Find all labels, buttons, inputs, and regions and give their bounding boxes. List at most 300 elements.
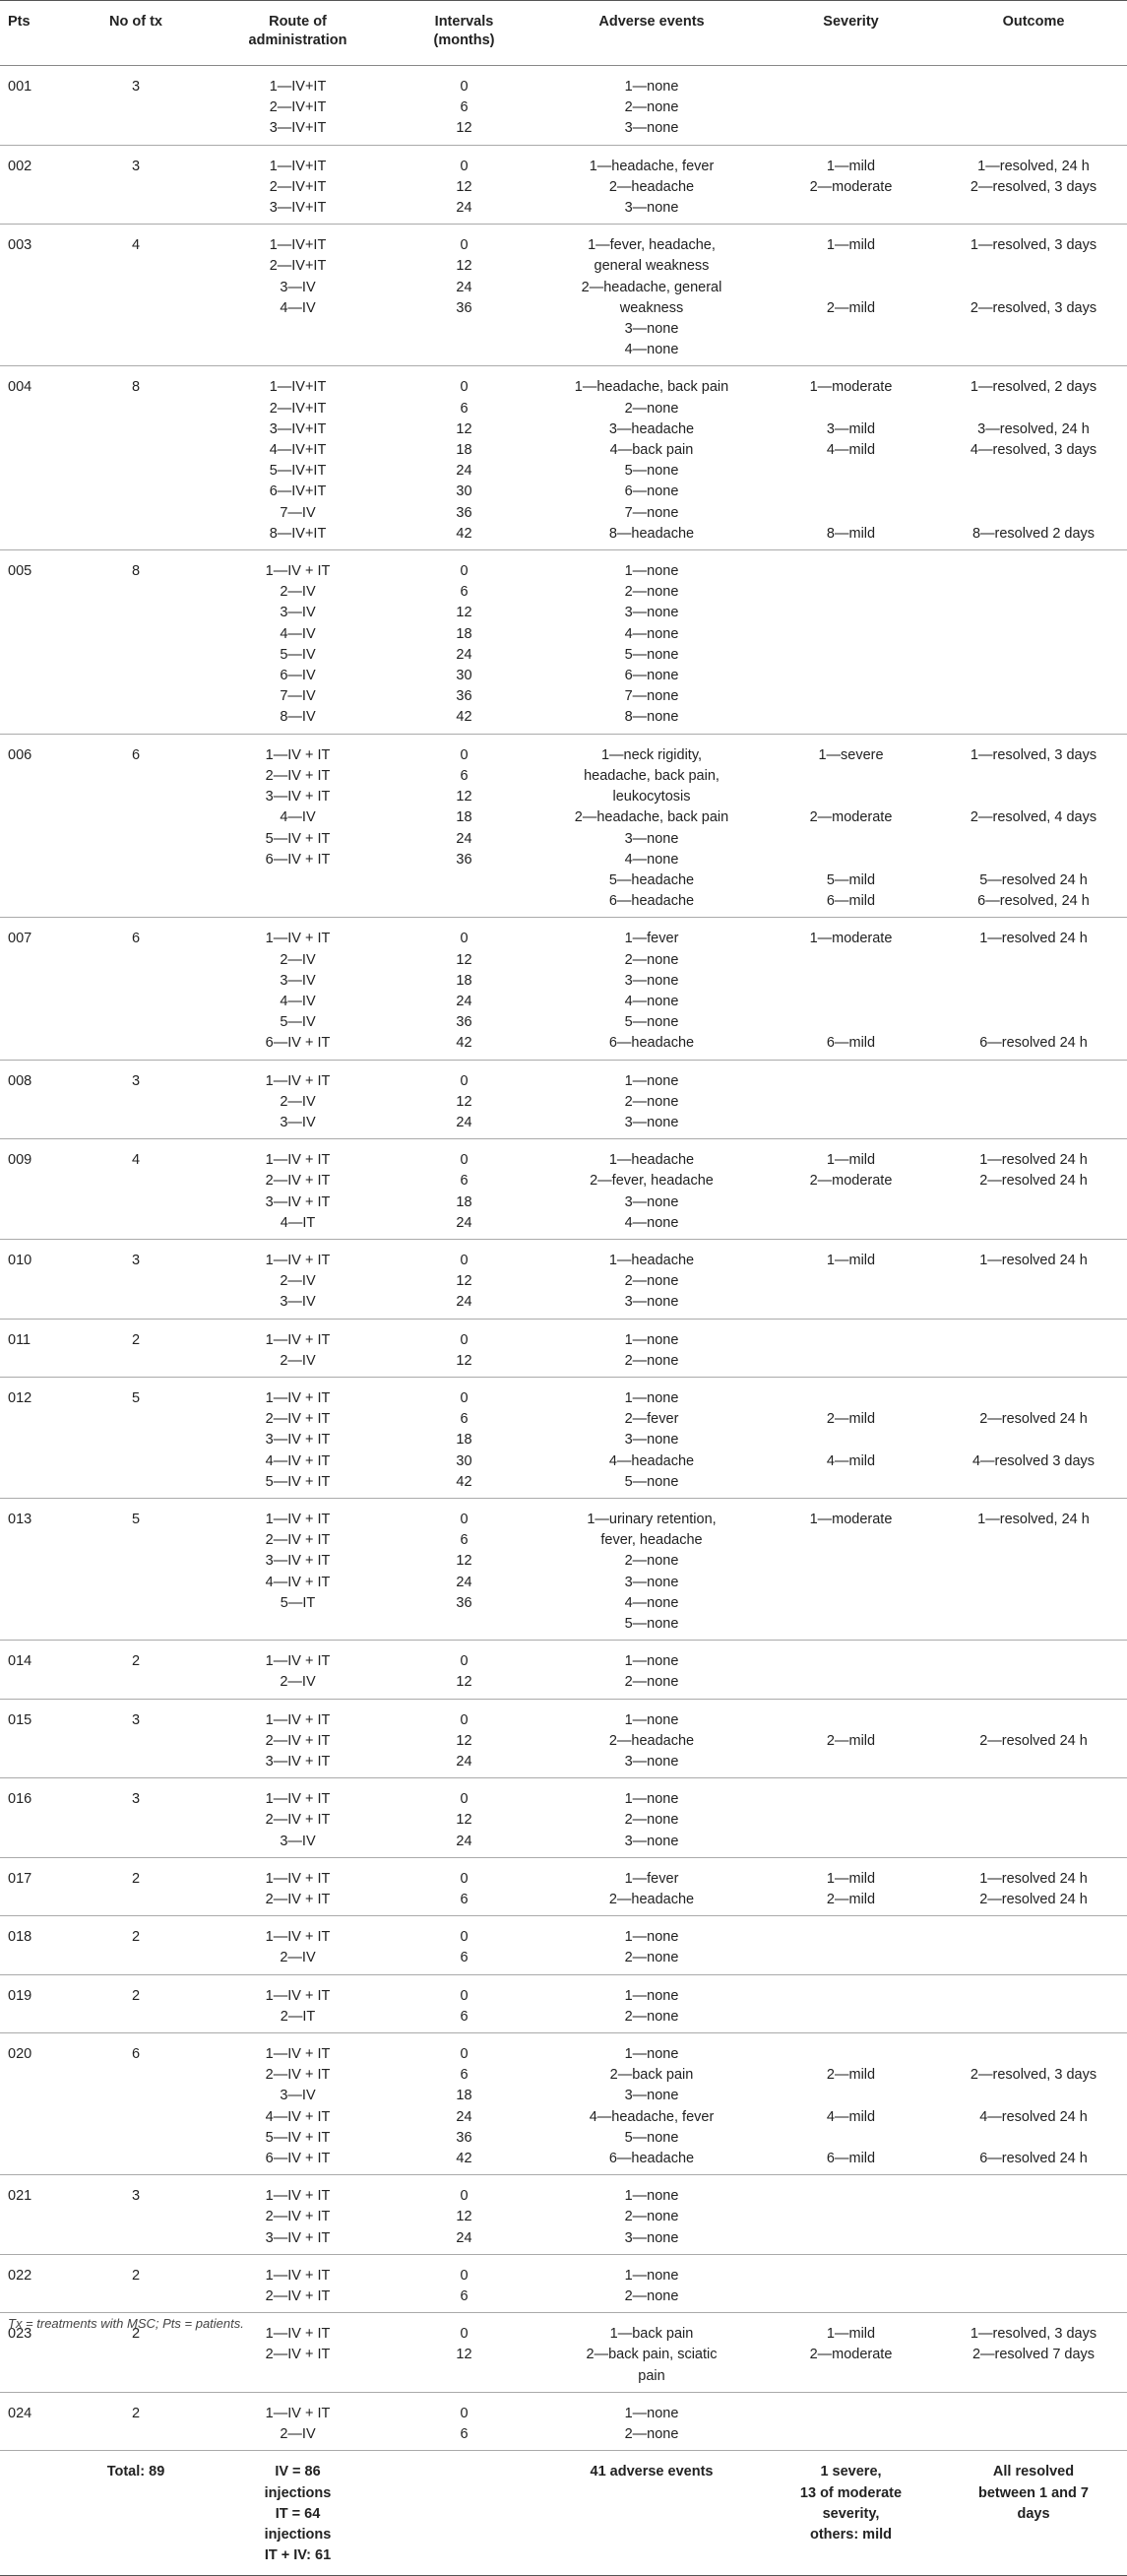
- table-row: [0, 225, 1127, 366]
- cell-line: 1—IV + IT: [265, 2267, 331, 2284]
- cell-line: 6—IV + IT: [265, 851, 331, 868]
- cell-line: 18: [456, 2088, 472, 2104]
- cell-line: [766, 950, 936, 971]
- interval-list: [387, 2033, 541, 2175]
- severity-list: [762, 225, 940, 366]
- cell-line: 4—IV+IT: [269, 442, 327, 459]
- cell-line: 2—none: [624, 1674, 679, 1691]
- cell-line: 4—IV + IT: [265, 1452, 331, 1469]
- cell-line: 2—none: [624, 951, 679, 968]
- cell-line: 36: [456, 851, 472, 868]
- interval-list: [387, 1239, 541, 1319]
- cell-line: 0: [460, 79, 469, 95]
- cell-line: general weakness: [594, 258, 710, 275]
- cell-line: 1—none: [624, 1653, 679, 1670]
- cell-line: between 1 and 7: [977, 2484, 1089, 2501]
- cell-line: 1—none: [624, 2188, 679, 2205]
- cell-line: 6—IV + IT: [265, 2151, 331, 2167]
- cell-line: 18: [456, 809, 472, 826]
- cell-line: 0: [460, 379, 469, 396]
- route-list: [209, 2033, 387, 2175]
- route-list: [209, 2254, 387, 2312]
- route-list: [209, 2175, 387, 2255]
- cell-line: 4—mild: [826, 2108, 876, 2125]
- cell-line: [944, 787, 1123, 807]
- cell-line: 0: [460, 158, 469, 174]
- cell-line: 2—IV + IT: [265, 2288, 331, 2305]
- cell-line: weakness: [619, 299, 684, 316]
- patient-id: 013: [0, 1498, 63, 1640]
- cell-line: 4—none: [624, 993, 679, 1009]
- adverse-events-list: [541, 918, 762, 1060]
- patient-id: 009: [0, 1139, 63, 1240]
- cell-line: 36: [456, 299, 472, 316]
- cell-line: 2—none: [624, 1812, 679, 1829]
- cell-line: 2—none: [624, 1093, 679, 1110]
- cell-line: 3—IV + IT: [265, 1754, 331, 1771]
- cell-line: 2—resolved 24 h: [979, 1892, 1088, 1908]
- cell-line: 41 adverse events: [590, 2464, 714, 2480]
- cell-line: 3—none: [624, 830, 679, 847]
- cell-line: 2—IT: [280, 2008, 316, 2025]
- cell-line: 4—mild: [826, 442, 876, 459]
- outcome-list: [940, 225, 1127, 366]
- cell-line: 3—resolved, 24 h: [977, 420, 1090, 437]
- cell-line: 3—headache: [608, 420, 695, 437]
- cell-line: 2—IV + IT: [265, 1411, 331, 1428]
- cell-line: 1—IV + IT: [265, 1791, 331, 1808]
- cell-line: 1—resolved 24 h: [979, 931, 1088, 947]
- route-list: [209, 918, 387, 1060]
- adverse-events-list: [541, 1239, 762, 1319]
- cell-line: 4—IV: [280, 809, 316, 826]
- patient-id: 017: [0, 1857, 63, 1915]
- adverse-events-list: [541, 66, 762, 146]
- cell-line: 0: [460, 1072, 469, 1089]
- severity-list: [762, 1778, 940, 1858]
- route-list: [209, 1377, 387, 1498]
- cell-line: 6: [460, 2288, 469, 2305]
- cell-line: 2—none: [624, 1950, 679, 1966]
- cell-line: [766, 2086, 936, 2106]
- header-intervals: Intervals (months): [387, 1, 541, 66]
- cell-line: 0: [460, 2267, 469, 2284]
- outcome-list: [940, 918, 1127, 1060]
- cell-line: 2—IV+IT: [269, 178, 327, 195]
- cell-line: 6—IV: [280, 668, 316, 684]
- cell-line: 2—IV + IT: [265, 1532, 331, 1549]
- cell-line: 1—none: [624, 1791, 679, 1808]
- cell-line: 4—none: [624, 1594, 679, 1611]
- cell-line: 24: [456, 1833, 472, 1849]
- interval-list: [387, 1699, 541, 1778]
- table-row: [0, 66, 1127, 146]
- cell-line: 6—none: [624, 668, 679, 684]
- outcome-list: [940, 2451, 1127, 2576]
- cell-line: 6: [460, 2008, 469, 2025]
- treatment-count: 2: [63, 1641, 209, 1699]
- cell-line: 42: [456, 525, 472, 542]
- cell-line: 5—none: [624, 2129, 679, 2146]
- cell-line: 18: [456, 1193, 472, 1210]
- cell-line: 1—mild: [826, 158, 876, 174]
- cell-line: 0: [460, 1711, 469, 1728]
- table-row: [0, 1974, 1127, 2032]
- cell-line: 2—IV + IT: [265, 1892, 331, 1908]
- cell-line: 5—IV + IT: [265, 2129, 331, 2146]
- cell-line: pain: [638, 2367, 665, 2384]
- cell-line: [766, 992, 936, 1012]
- severity-list: [762, 1139, 940, 1240]
- treatment-count: 3: [63, 1060, 209, 1139]
- patient-id: 015: [0, 1699, 63, 1778]
- outcome-list: [940, 1239, 1127, 1319]
- route-list: [209, 734, 387, 918]
- cell-line: 0: [460, 2326, 469, 2343]
- cell-line: 0: [460, 1870, 469, 1887]
- cell-line: 0: [460, 1791, 469, 1808]
- table-body: [0, 66, 1127, 2576]
- table-row: [0, 1319, 1127, 1377]
- patient-id: 011: [0, 1319, 63, 1377]
- treatment-count: 2: [63, 2392, 209, 2450]
- route-list: [209, 366, 387, 550]
- cell-line: 3—none: [624, 1833, 679, 1849]
- cell-line: [766, 278, 936, 298]
- severity-list: [762, 2175, 940, 2255]
- table-row: [0, 145, 1127, 225]
- adverse-events-list: [541, 1778, 762, 1858]
- cell-line: 4—headache: [608, 1452, 695, 1469]
- cell-line: 6: [460, 1950, 469, 1966]
- severity-list: [762, 2254, 940, 2312]
- cell-line: IT + IV: 61: [264, 2547, 332, 2564]
- severity-list: [762, 2033, 940, 2175]
- severity-list: [762, 1498, 940, 1640]
- cell-line: 2—none: [624, 2209, 679, 2225]
- cell-line: 2—none: [624, 2426, 679, 2443]
- route-list: [209, 145, 387, 225]
- outcome-list: [940, 1498, 1127, 1640]
- cell-line: 3—IV: [280, 2088, 316, 2104]
- cell-line: 18: [456, 442, 472, 459]
- cell-line: 3—none: [624, 1574, 679, 1590]
- cell-line: 30: [456, 1452, 472, 1469]
- cell-line: 1—moderate: [809, 379, 893, 396]
- cell-line: 2—none: [624, 1553, 679, 1570]
- cell-line: 2—mild: [826, 1892, 876, 1908]
- cell-line: 3—none: [624, 1294, 679, 1311]
- table-row: [0, 1239, 1127, 1319]
- cell-line: 12: [456, 1093, 472, 1110]
- cell-line: 5—IV+IT: [269, 463, 327, 480]
- route-list: [209, 550, 387, 735]
- cell-line: 12: [456, 1553, 472, 1570]
- severity-list: [762, 1641, 940, 1699]
- cell-line: 36: [456, 504, 472, 521]
- cell-line: [766, 1012, 936, 1033]
- cell-line: 2—IV+IT: [269, 258, 327, 275]
- cell-line: 6—headache: [608, 893, 695, 910]
- cell-line: 24: [456, 830, 472, 847]
- cell-line: [944, 278, 1123, 298]
- severity-list: [762, 1857, 940, 1915]
- cell-line: [944, 1388, 1123, 1409]
- treatment-count: 6: [63, 918, 209, 1060]
- cell-line: 24: [456, 1754, 472, 1771]
- cell-line: 1—headache, back pain: [574, 379, 729, 396]
- cell-line: 2—mild: [826, 299, 876, 316]
- treatment-count: 2: [63, 1319, 209, 1377]
- cell-line: 24: [456, 200, 472, 217]
- cell-line: 2—moderate: [809, 809, 893, 826]
- interval-list: [387, 1916, 541, 1974]
- cell-line: 1—mild: [826, 1152, 876, 1169]
- cell-line: 2—none: [624, 2008, 679, 2025]
- cell-line: 12: [456, 789, 472, 805]
- route-list: [209, 225, 387, 366]
- adverse-events-list: [541, 1060, 762, 1139]
- cell-line: 2—resolved 24 h: [979, 1732, 1088, 1749]
- interval-list: [387, 734, 541, 918]
- cell-line: [944, 399, 1123, 419]
- cell-line: 2—resolved, 3 days: [970, 178, 1097, 195]
- adverse-events-list: [541, 1377, 762, 1498]
- cell-line: 2—headache, general: [581, 279, 722, 295]
- adverse-events-list: [541, 1641, 762, 1699]
- cell-line: 2—resolved 24 h: [979, 1173, 1088, 1190]
- cell-line: 1 severe,: [820, 2464, 882, 2480]
- cell-line: IT = 64: [275, 2505, 321, 2522]
- treatment-count: 3: [63, 2175, 209, 2255]
- cell-line: 6: [460, 1892, 469, 1908]
- cell-line: 3—mild: [826, 420, 876, 437]
- cell-line: 3—IV + IT: [265, 1193, 331, 1210]
- cell-line: [766, 503, 936, 524]
- cell-line: 42: [456, 709, 472, 726]
- cell-line: 12: [456, 178, 472, 195]
- route-list: [209, 66, 387, 146]
- route-list: [209, 1319, 387, 1377]
- cell-line: [944, 482, 1123, 502]
- patient-id: 012: [0, 1377, 63, 1498]
- cell-line: 3—none: [624, 1114, 679, 1130]
- cell-line: 0: [460, 1653, 469, 1670]
- outcome-list: [940, 66, 1127, 146]
- cell-line: 8—headache: [608, 525, 695, 542]
- outcome-list: [940, 2392, 1127, 2450]
- cell-line: 30: [456, 668, 472, 684]
- cell-line: 2—none: [624, 1352, 679, 1369]
- outcome-list: [940, 1916, 1127, 1974]
- cell-line: fever, headache: [600, 1532, 703, 1549]
- cell-line: 1—neck rigidity,: [600, 746, 703, 763]
- cell-line: 2—resolved, 3 days: [970, 2067, 1097, 2084]
- outcome-list: [940, 2175, 1127, 2255]
- cell-line: 1—fever: [624, 931, 679, 947]
- cell-line: 2—headache: [608, 178, 695, 195]
- cell-line: 24: [456, 2108, 472, 2125]
- cell-line: 0: [460, 1152, 469, 1169]
- cell-line: 36: [456, 1014, 472, 1031]
- cell-line: 0: [460, 1929, 469, 1946]
- adverse-events-list: [541, 2033, 762, 2175]
- cell-line: 0: [460, 237, 469, 254]
- cell-line: [766, 461, 936, 482]
- cell-line: 3—IV + IT: [265, 2229, 331, 2246]
- cell-line: 2—IV + IT: [265, 2209, 331, 2225]
- outcome-list: [940, 1857, 1127, 1915]
- cell-line: 2—IV + IT: [265, 2347, 331, 2363]
- cell-line: 24: [456, 1114, 472, 1130]
- cell-line: 0: [460, 2046, 469, 2063]
- cell-line: 3—IV: [280, 972, 316, 989]
- cell-line: 2—mild: [826, 1732, 876, 1749]
- cell-line: [944, 829, 1123, 850]
- interval-list: [387, 2392, 541, 2450]
- cell-line: 4—none: [624, 1214, 679, 1231]
- cell-line: 1—resolved, 2 days: [970, 379, 1097, 396]
- cell-line: 2—moderate: [809, 2347, 893, 2363]
- table-header: [0, 1, 1127, 66]
- cell-line: others: mild: [810, 2526, 892, 2543]
- severity-list: [762, 2313, 940, 2393]
- cell-line: 4—headache, fever: [589, 2108, 715, 2125]
- interval-list: [387, 1377, 541, 1498]
- cell-line: 4—back pain: [609, 442, 694, 459]
- cell-line: 1—IV + IT: [265, 746, 331, 763]
- severity-list: [762, 918, 940, 1060]
- cell-line: 1—IV + IT: [265, 1870, 331, 1887]
- cell-line: 5—IV: [280, 646, 316, 663]
- cell-line: 5—resolved 24 h: [979, 871, 1088, 888]
- cell-line: 3—none: [624, 2088, 679, 2104]
- cell-line: 5—none: [624, 1616, 679, 1632]
- cell-line: 1—none: [624, 1711, 679, 1728]
- table-row: [0, 1377, 1127, 1498]
- cell-line: 2—none: [624, 400, 679, 417]
- cell-line: leukocytosis: [612, 789, 691, 805]
- cell-line: 2—headache, back pain: [574, 809, 729, 826]
- cell-line: 3—IV: [280, 279, 316, 295]
- cell-line: [944, 950, 1123, 971]
- outcome-list: [940, 550, 1127, 735]
- cell-line: [944, 503, 1123, 524]
- header-outcome: Outcome: [940, 1, 1127, 66]
- cell-line: 42: [456, 1473, 472, 1490]
- severity-list: [762, 1239, 940, 1319]
- treatment-count: 8: [63, 366, 209, 550]
- cell-line: 2—moderate: [809, 178, 893, 195]
- cell-line: 2—none: [624, 2288, 679, 2305]
- cell-line: [944, 850, 1123, 870]
- cell-line: 1—IV + IT: [265, 2046, 331, 2063]
- cell-line: injections: [264, 2526, 332, 2543]
- cell-line: 6—IV+IT: [269, 483, 327, 500]
- cell-line: [766, 399, 936, 419]
- cell-line: 3—none: [624, 1193, 679, 1210]
- cell-line: 2—mild: [826, 2067, 876, 2084]
- cell-line: 3—none: [624, 972, 679, 989]
- cell-line: 3—none: [624, 200, 679, 217]
- patient-id: 016: [0, 1778, 63, 1858]
- cell-line: 2—IV + IT: [265, 1732, 331, 1749]
- cell-line: 2—resolved 7 days: [971, 2347, 1096, 2363]
- cell-line: 1—IV + IT: [265, 1929, 331, 1946]
- interval-list: [387, 1498, 541, 1640]
- route-list: [209, 2392, 387, 2450]
- cell-line: IV = 86: [275, 2464, 321, 2480]
- cell-line: 1—IV + IT: [265, 563, 331, 580]
- cell-line: 1—IV + IT: [265, 1389, 331, 1406]
- cell-line: 1—IV + IT: [265, 1511, 331, 1527]
- outcome-list: [940, 1641, 1127, 1699]
- cell-line: 7—none: [624, 688, 679, 705]
- cell-line: 1—none: [624, 1389, 679, 1406]
- cell-line: 36: [456, 1594, 472, 1611]
- cell-line: 3—none: [624, 605, 679, 621]
- cell-line: [944, 2086, 1123, 2106]
- cell-line: 24: [456, 1214, 472, 1231]
- treatment-count: 5: [63, 1377, 209, 1498]
- cell-line: 42: [456, 1035, 472, 1052]
- route-list: [209, 1857, 387, 1915]
- severity-list: [762, 1974, 940, 2032]
- cell-line: 1—resolved, 24 h: [977, 1511, 1090, 1527]
- treatment-count: 5: [63, 1498, 209, 1640]
- adverse-events-list: [541, 1699, 762, 1778]
- severity-list: [762, 66, 940, 146]
- severity-list: [762, 1060, 940, 1139]
- cell-line: 24: [456, 463, 472, 480]
- cell-line: [944, 1430, 1123, 1450]
- adverse-events-list: [541, 550, 762, 735]
- treatment-count: 3: [63, 1699, 209, 1778]
- cell-line: 1—headache, fever: [589, 158, 715, 174]
- cell-line: 1—IV + IT: [265, 1072, 331, 1089]
- cell-line: 1—urinary retention,: [587, 1511, 717, 1527]
- cell-line: [944, 992, 1123, 1012]
- cell-line: 1—none: [624, 563, 679, 580]
- cell-line: 3—IV+IT: [269, 200, 327, 217]
- cell-line: [766, 787, 936, 807]
- cell-line: [766, 256, 936, 277]
- cell-line: 8—IV: [280, 709, 316, 726]
- cell-line: 18: [456, 1432, 472, 1449]
- cell-line: [766, 971, 936, 992]
- cell-line: 5—headache: [608, 871, 695, 888]
- table-row: [0, 1916, 1127, 1974]
- cell-line: [944, 2128, 1123, 2149]
- cell-line: 2—headache: [608, 1892, 695, 1908]
- severity-list: [762, 366, 940, 550]
- cell-line: 2—resolved, 4 days: [970, 809, 1097, 826]
- cell-line: [766, 766, 936, 787]
- cell-line: 3—IV + IT: [265, 789, 331, 805]
- cell-line: 6: [460, 1532, 469, 1549]
- cell-line: 0: [460, 563, 469, 580]
- cell-line: 1—resolved, 3 days: [970, 237, 1097, 254]
- adverse-events-list: [541, 145, 762, 225]
- interval-list: [387, 1778, 541, 1858]
- severity-list: [762, 550, 940, 735]
- adverse-events-list: [541, 225, 762, 366]
- interval-list: [387, 918, 541, 1060]
- cell-line: 1—IV+IT: [269, 237, 327, 254]
- cell-line: 6: [460, 1173, 469, 1190]
- cell-line: [944, 256, 1123, 277]
- cell-line: 3—none: [624, 1432, 679, 1449]
